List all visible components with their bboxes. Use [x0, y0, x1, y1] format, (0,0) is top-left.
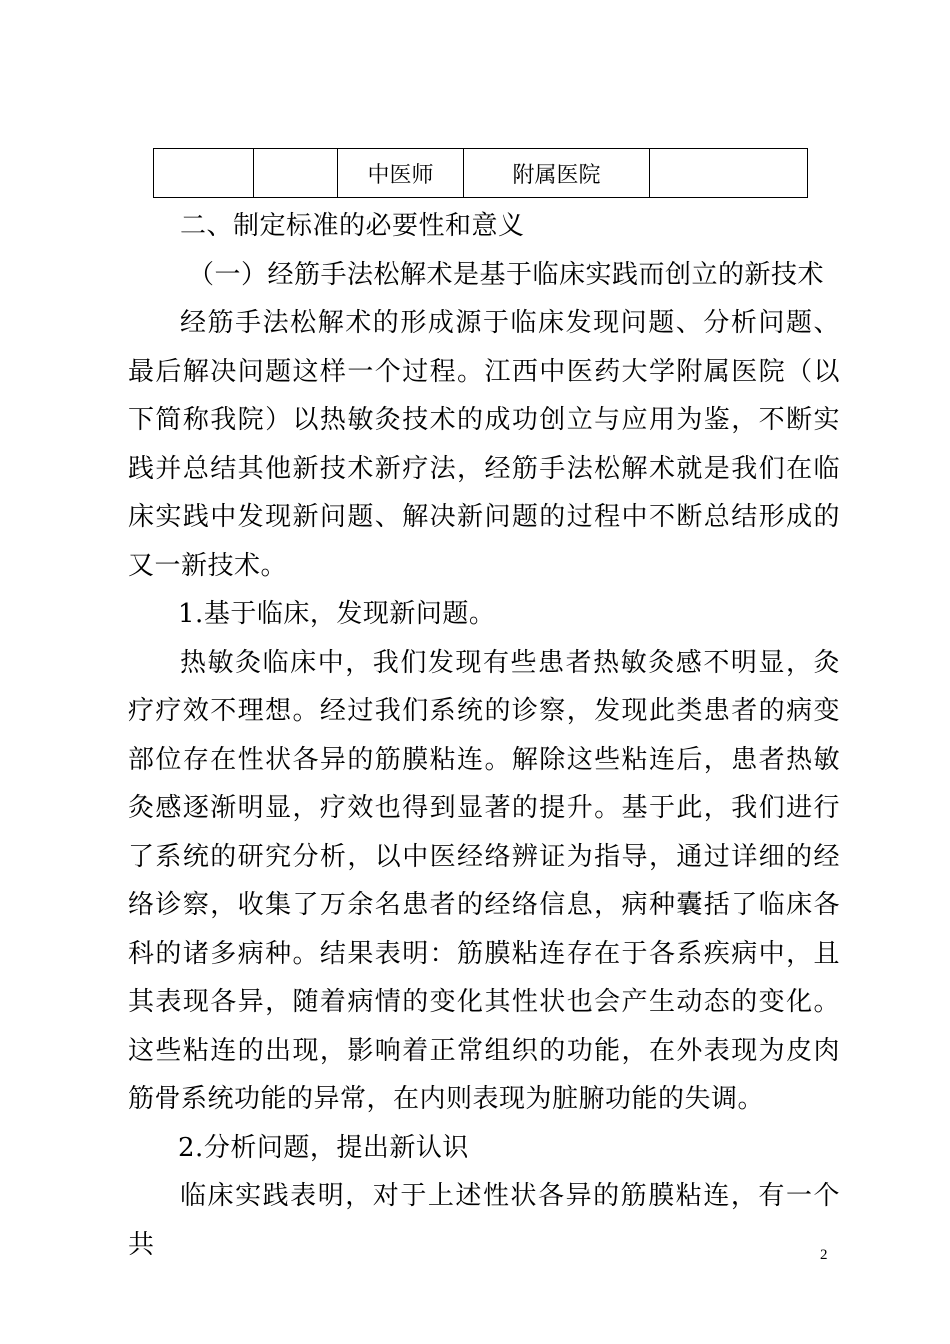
paragraph-practice: 临床实践表明，对于上述性状各异的筋膜粘连，有一个共: [128, 1181, 840, 1260]
page-number: 2: [820, 1247, 828, 1263]
item-number-2: 2.: [178, 1132, 204, 1163]
staff-table: [153, 148, 808, 198]
item-heading-2: [128, 1124, 840, 1173]
table-cell-empty-3: [650, 149, 808, 198]
table-cell-unit: 附属医院: [464, 149, 650, 198]
table-row: [154, 149, 808, 198]
paragraph-clinical-findings: 热敏灸临床中，我们发现有些患者热敏灸感不明显，灸疗疗效不理想。经过我们系统的诊察，发现此类患者的病变部位存在性状各异的筋膜粘连。解除这些粘连后，患者热敏灸感逐渐明显，疗效也得到显著的提升。基于此，我们进行了系统的研究分析，以中医经络辨证为指导，通过详细的经络诊察，收集了万余名患者的经络信息，病种囊括了临床各科的诸多病种。结果表明：筋膜粘连存在于各系疾病中，且其表现各异，随着病情的变化其性状也会产生动态的变化。这些粘连的出现，影响着正常组织的功能，在外表现为皮肉筋骨系统功能的异常，在内则表现为脏腑功能的失调。: [128, 647, 840, 1114]
item-number-1: 1.: [178, 599, 204, 629]
paragraph-formation: 经筋手法松解术的形成源于临床发现问题、分析问题、最后解决问题这样一个过程。江西中医药大学附属医院（以下简称我院）以热敏灸技术的成功创立与应用为鉴，不断实践并总结其他新技术新疗法，经筋手法松解术就是我们在临床实践中发现新问题、解决新问题的过程中不断总结形成的又一新技术。: [128, 308, 840, 581]
table-cell-empty-1: [154, 149, 254, 198]
subsection-heading: （一）经筋手法松解术是基于临床实践而创立的新技术: [188, 259, 825, 290]
item-title-1: 基于临床，发现新问题。: [203, 599, 496, 629]
body-text: [128, 202, 840, 1269]
item-title-2: 分析问题，提出新认识: [203, 1132, 469, 1163]
table-cell-empty-2: [254, 149, 338, 198]
item-heading-1: [128, 590, 840, 639]
section-heading: 二、制定标准的必要性和意义: [180, 211, 525, 241]
table-cell-title: 中医师: [338, 149, 464, 198]
